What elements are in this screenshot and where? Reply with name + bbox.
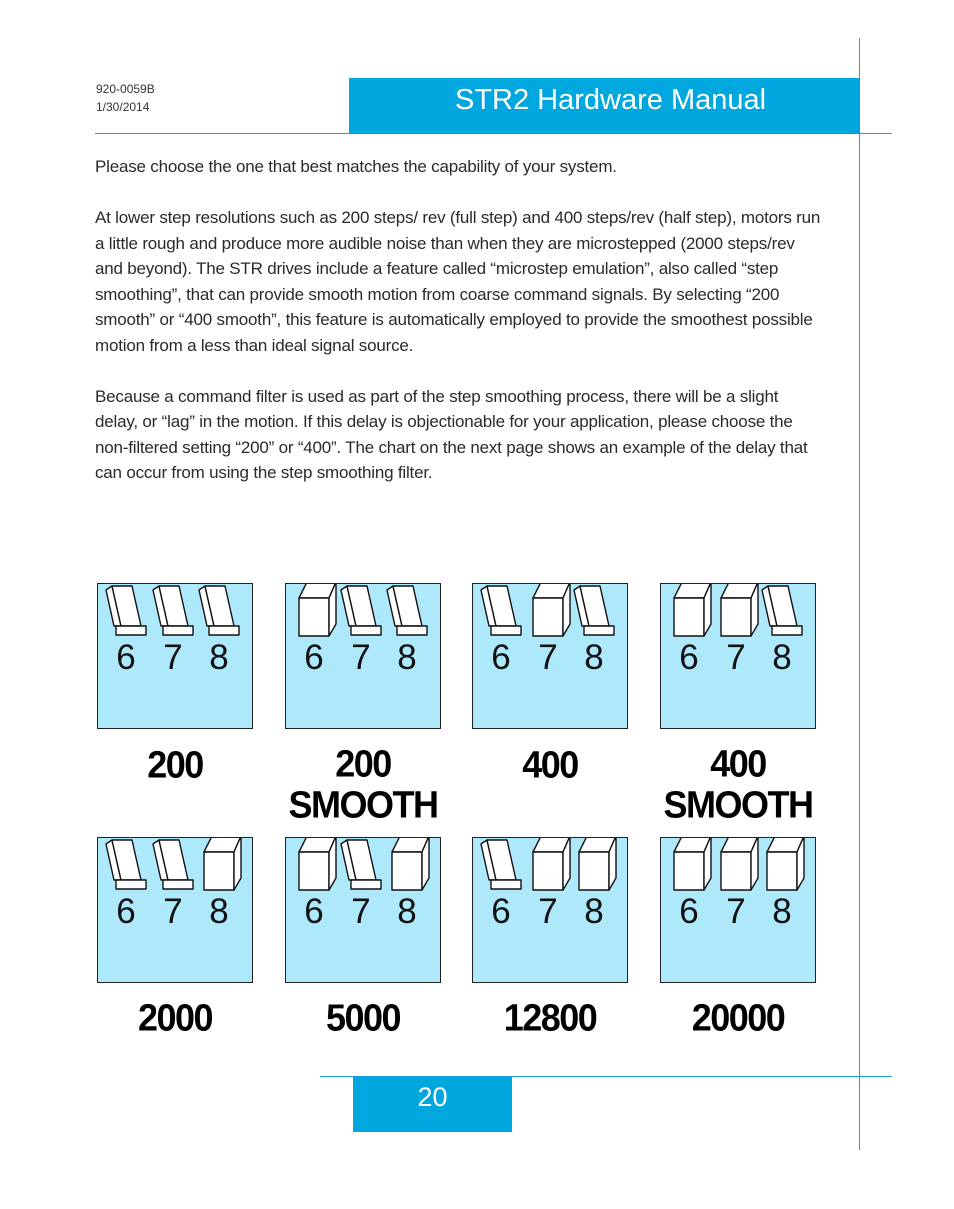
setting-mode: SMOOTH — [288, 782, 438, 826]
dip-switch-block — [97, 837, 253, 983]
dip-switch-block — [472, 583, 628, 729]
switch-off-icon — [204, 838, 241, 890]
setting-value: 20000 — [691, 995, 785, 1040]
page-title: STR2 Hardware Manual — [455, 84, 767, 116]
switch-number: 6 — [116, 892, 136, 931]
switch-on-icon — [341, 586, 381, 635]
title-bar — [349, 78, 860, 134]
switch-graphic — [286, 584, 442, 644]
page-number-box — [353, 1077, 512, 1132]
switch-off-icon — [579, 838, 616, 890]
switch-graphic — [473, 838, 629, 898]
switch-off-icon — [533, 584, 570, 636]
switch-number: 6 — [679, 638, 699, 677]
setting-label — [648, 743, 828, 825]
switch-off-icon — [767, 838, 804, 890]
switch-on-icon — [106, 840, 146, 889]
switch-on-icon — [341, 840, 381, 889]
switch-on-icon — [574, 586, 614, 635]
switch-graphic — [286, 838, 442, 898]
switch-graphic — [473, 584, 629, 644]
doc-date: 1/30/2014 — [96, 100, 150, 114]
setting-value: 400 — [710, 742, 766, 786]
setting-mode: SMOOTH — [663, 782, 813, 826]
switch-number: 8 — [397, 892, 417, 931]
paragraph: Because a command filter is used as part of the step smoothing process, there will be a slight delay, or “lag” in the motion. If this delay is objectionable for your application, please choose the non-filtered setting “200” or “400”. The chart on the next page shows an example of the delay that can occur from using the step smoothing filter. — [95, 386, 808, 482]
paragraph: At lower step resolutions such as 200 steps/ rev (full step) and 400 steps/rev (half step), motors run a little rough and produce more audible noise than when they are microstepped (2000 steps/rev and beyond). The STR drives include a feature called “microstep emulation”, also called “step smoothing”, that can provide smooth motion from coarse command signals. By selecting “200 smooth” or “400 smooth”, this feature is automatically employed to provide the smoothest possible motion from a less than ideal signal source. — [95, 208, 821, 355]
switch-number: 8 — [772, 638, 792, 677]
body-text — [95, 154, 825, 511]
switch-on-icon — [762, 586, 802, 635]
dip-switch-block — [660, 583, 816, 729]
switch-graphic — [98, 838, 254, 898]
setting-label — [460, 744, 640, 785]
switch-off-icon — [533, 838, 570, 890]
switch-number: 8 — [584, 892, 604, 931]
setting-value: 2000 — [137, 995, 213, 1040]
switch-number: 8 — [397, 638, 417, 677]
switch-number: 6 — [116, 638, 136, 677]
setting-value: 200 — [335, 742, 391, 786]
switch-number: 6 — [304, 638, 324, 677]
switch-number: 6 — [679, 892, 699, 931]
switch-number: 7 — [726, 638, 746, 677]
setting-label — [460, 997, 640, 1038]
switch-number: 8 — [209, 638, 229, 677]
switch-number: 7 — [163, 892, 183, 931]
page-number: 20 — [417, 1082, 448, 1112]
switch-on-icon — [199, 586, 239, 635]
switch-number: 8 — [584, 638, 604, 677]
switch-number: 8 — [772, 892, 792, 931]
switch-number: 7 — [538, 638, 558, 677]
switch-off-icon — [721, 838, 758, 890]
switch-on-icon — [481, 840, 521, 889]
switch-off-icon — [392, 838, 429, 890]
right-margin-rule — [859, 38, 860, 1150]
dip-switch-block — [285, 583, 441, 729]
switch-off-icon — [299, 584, 336, 636]
dip-switch-block — [660, 837, 816, 983]
dip-switch-block — [472, 837, 628, 983]
setting-value: 12800 — [503, 995, 597, 1040]
switch-on-icon — [106, 586, 146, 635]
setting-value: 5000 — [325, 995, 401, 1040]
setting-label — [273, 743, 453, 825]
switch-number: 7 — [351, 638, 371, 677]
dip-switch-block — [285, 837, 441, 983]
switch-off-icon — [721, 584, 758, 636]
switch-on-icon — [153, 840, 193, 889]
switch-graphic — [661, 838, 817, 898]
switch-number: 6 — [304, 892, 324, 931]
switch-graphic — [98, 584, 254, 644]
doc-info — [96, 80, 155, 116]
setting-label — [648, 997, 828, 1038]
setting-label — [85, 997, 265, 1038]
switch-number: 8 — [209, 892, 229, 931]
switch-on-icon — [387, 586, 427, 635]
setting-label — [85, 744, 265, 785]
setting-value: 400 — [522, 742, 578, 787]
switch-number: 6 — [491, 892, 511, 931]
switch-number: 7 — [726, 892, 746, 931]
switch-number: 6 — [491, 638, 511, 677]
switch-on-icon — [153, 586, 193, 635]
switch-number: 7 — [163, 638, 183, 677]
switch-off-icon — [674, 838, 711, 890]
setting-label — [273, 997, 453, 1038]
paragraph: Please choose the one that best matches the capability of your system. — [95, 157, 617, 176]
switch-number: 7 — [538, 892, 558, 931]
setting-value: 200 — [147, 742, 203, 787]
switch-graphic — [661, 584, 817, 644]
switch-on-icon — [481, 586, 521, 635]
dip-switch-block — [97, 583, 253, 729]
switch-off-icon — [299, 838, 336, 890]
doc-number: 920-0059B — [96, 82, 155, 96]
switch-number: 7 — [351, 892, 371, 931]
switch-off-icon — [674, 584, 711, 636]
